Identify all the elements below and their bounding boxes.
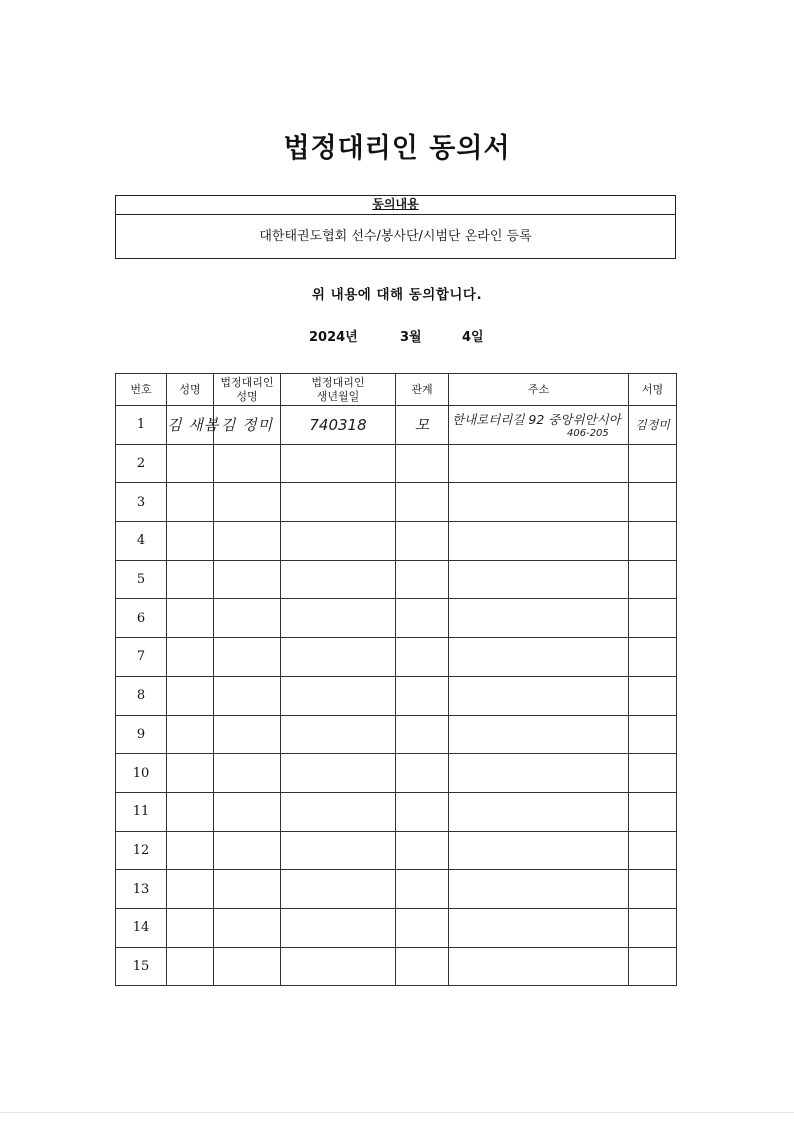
cell-guardian-name: [214, 792, 281, 831]
cell-address: [449, 483, 629, 522]
consent-roster-table: [115, 373, 677, 986]
cell-guardian-name: [214, 947, 281, 986]
cell-relation: [396, 444, 449, 483]
cell-signature: [629, 444, 677, 483]
cell-guardian-birth: [281, 908, 396, 947]
header-guardian-birth: 법정대리인 생년월일: [281, 374, 396, 406]
cell-relation: [396, 870, 449, 909]
cell-address: [449, 831, 629, 870]
cell-address: [449, 792, 629, 831]
handwritten-name: 김 새봄: [167, 416, 220, 435]
consent-header-label: 동의내용: [372, 197, 419, 211]
row-number: 13: [116, 870, 167, 909]
cell-guardian-name: [214, 908, 281, 947]
row-number: 10: [116, 754, 167, 793]
cell-address: [449, 444, 629, 483]
cell-address: [449, 676, 629, 715]
cell-guardian-birth: [281, 870, 396, 909]
cell-relation: [396, 908, 449, 947]
consent-box: [115, 195, 676, 259]
cell-relation: [396, 638, 449, 677]
cell-address: [449, 715, 629, 754]
document-title: 법정대리인 동의서: [283, 133, 511, 164]
cell-name: [167, 870, 214, 909]
agreement-statement: 위 내용에 대해 동의합니다.: [311, 287, 483, 303]
cell-signature: [629, 754, 677, 793]
cell-signature: [629, 908, 677, 947]
cell-relation: [396, 560, 449, 599]
cell-guardian-name: [214, 831, 281, 870]
cell-guardian-birth: [281, 444, 396, 483]
cell-relation: [396, 792, 449, 831]
cell-relation: [396, 947, 449, 986]
cell-name: [167, 560, 214, 599]
row-number: 11: [116, 792, 167, 831]
cell-relation: [396, 406, 449, 445]
cell-signature: [629, 870, 677, 909]
cell-signature: [629, 599, 677, 638]
header-signature: 서명: [629, 374, 677, 406]
row-number: 3: [116, 483, 167, 522]
handwritten-guardian-birth: 740318: [309, 415, 367, 434]
cell-address: [449, 947, 629, 986]
consent-header: [116, 196, 675, 215]
table-row: [116, 831, 677, 870]
row-number: 2: [116, 444, 167, 483]
cell-signature: [629, 560, 677, 599]
date-month: 3월: [400, 330, 422, 345]
handwritten-guardian-name: 김 정미: [220, 416, 274, 435]
cell-name: [167, 444, 214, 483]
cell-guardian-name: [214, 560, 281, 599]
cell-signature: [629, 715, 677, 754]
cell-guardian-birth: [281, 483, 396, 522]
cell-name: [167, 792, 214, 831]
cell-guardian-name: [214, 870, 281, 909]
page-edge: [0, 1112, 794, 1113]
cell-relation: [396, 599, 449, 638]
cell-relation: [396, 483, 449, 522]
row-number: 15: [116, 947, 167, 986]
cell-name: [167, 676, 214, 715]
cell-guardian-name: [214, 676, 281, 715]
cell-name: [167, 947, 214, 986]
cell-name: [167, 406, 220, 445]
row-number: 1: [116, 406, 167, 445]
header-number: 번호: [116, 374, 167, 406]
table-row: [116, 715, 677, 754]
row-number: 14: [116, 908, 167, 947]
header-address: 주소: [449, 374, 629, 406]
cell-address: [449, 908, 629, 947]
cell-relation: [396, 676, 449, 715]
cell-guardian-name: [214, 715, 281, 754]
cell-address: [449, 522, 629, 561]
cell-guardian-birth: [281, 599, 396, 638]
handwritten-address: 한내로터리길 92 중앙위안시아: [452, 412, 621, 427]
header-guardian-name: 법정대리인 성명: [214, 374, 281, 406]
table-row: [116, 947, 677, 986]
table-row: [116, 870, 677, 909]
handwritten-signature: 김정미: [635, 418, 670, 433]
cell-name: [167, 715, 214, 754]
row-number: 6: [116, 599, 167, 638]
table-row: [116, 754, 677, 793]
cell-name: [167, 522, 214, 561]
cell-guardian-name: [214, 638, 281, 677]
cell-address: [449, 754, 629, 793]
cell-address: [449, 870, 629, 909]
cell-signature: [629, 522, 677, 561]
cell-relation: [396, 715, 449, 754]
cell-guardian-birth: [281, 947, 396, 986]
cell-signature: [629, 831, 677, 870]
table-row: [116, 444, 677, 483]
cell-guardian-name: [214, 754, 281, 793]
cell-guardian-birth: [281, 754, 396, 793]
cell-name: [167, 483, 214, 522]
cell-signature: [629, 676, 677, 715]
cell-signature: [629, 947, 677, 986]
cell-name: [167, 638, 214, 677]
table-row: [116, 560, 677, 599]
cell-address: [449, 638, 629, 677]
cell-signature: [629, 792, 677, 831]
cell-guardian-birth: [281, 406, 396, 445]
cell-name: [167, 908, 214, 947]
cell-name: [167, 754, 214, 793]
table-row: [116, 599, 677, 638]
cell-relation: [396, 831, 449, 870]
row-number: 4: [116, 522, 167, 561]
cell-address: [449, 599, 629, 638]
cell-guardian-name: [214, 444, 281, 483]
cell-guardian-birth: [281, 831, 396, 870]
handwritten-address-detail: 406-205: [567, 428, 609, 439]
table-row: [116, 908, 677, 947]
table-row: [116, 406, 677, 445]
cell-guardian-birth: [281, 638, 396, 677]
row-number: 5: [116, 560, 167, 599]
cell-signature: [629, 483, 677, 522]
handwritten-relation: 모: [414, 416, 430, 435]
cell-relation: [396, 522, 449, 561]
cell-signature: [629, 638, 677, 677]
cell-guardian-name: [214, 406, 281, 445]
header-name: 성명: [167, 374, 214, 406]
row-number: 8: [116, 676, 167, 715]
cell-guardian-name: [214, 522, 281, 561]
cell-guardian-birth: [281, 522, 396, 561]
cell-guardian-name: [214, 483, 281, 522]
row-number: 12: [116, 831, 167, 870]
table-row: [116, 522, 677, 561]
row-number: 9: [116, 715, 167, 754]
cell-name: [167, 599, 214, 638]
cell-guardian-name: [214, 599, 281, 638]
cell-relation: [396, 754, 449, 793]
cell-name: [167, 831, 214, 870]
table-row: [116, 676, 677, 715]
cell-guardian-birth: [281, 792, 396, 831]
table-header-row: [116, 374, 677, 406]
cell-guardian-birth: [281, 676, 396, 715]
table-row: [116, 483, 677, 522]
date-year: 2024년: [309, 330, 358, 345]
table-body: [116, 406, 677, 986]
cell-guardian-birth: [281, 560, 396, 599]
consent-content: 대한태권도협회 선수/봉사단/시범단 온라인 등록: [259, 229, 532, 244]
header-relation: 관계: [396, 374, 449, 406]
row-number: 7: [116, 638, 167, 677]
cell-guardian-birth: [281, 715, 396, 754]
cell-address: [449, 560, 629, 599]
table-row: [116, 792, 677, 831]
table-row: [116, 638, 677, 677]
date-day: 4일: [462, 330, 484, 345]
cell-signature: [629, 406, 677, 445]
cell-address: [449, 406, 629, 445]
